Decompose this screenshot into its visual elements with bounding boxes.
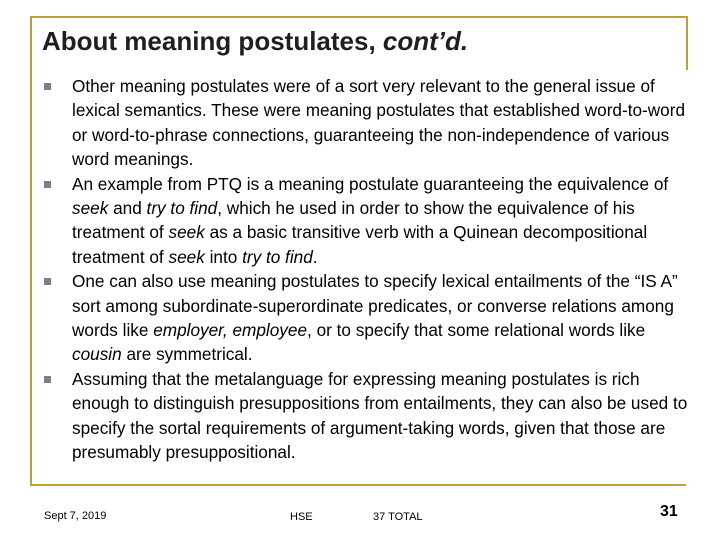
italic-term: employer, employee <box>153 320 308 341</box>
bullet-text: , which he used in order to show the equivalence of his treatment of <box>72 198 635 243</box>
bullet-text: as a basic transitive verb with a Quinean decompositional treatment of <box>72 222 648 267</box>
footer-date: Sept 7, 2019 <box>44 510 107 522</box>
italic-term: seek <box>72 198 109 219</box>
bullet-text: are symmetrical. <box>121 344 253 365</box>
footer-total: 37 TOTAL <box>373 511 423 523</box>
title-subtitle: cont’d. <box>382 26 469 56</box>
bullet-list <box>42 74 692 465</box>
italic-term: seek <box>168 222 205 243</box>
bullet-text: , or to specify that some relational words like <box>307 320 646 341</box>
bullet-item <box>42 269 692 367</box>
bottom-rule <box>30 484 686 486</box>
italic-term: try to find <box>242 246 313 267</box>
bullet-text: An example from PTQ is a meaning postulate guaranteeing the equivalence of <box>72 173 669 194</box>
left-rule <box>30 16 32 486</box>
slide-title <box>42 26 468 57</box>
square-bullet-icon <box>44 181 51 188</box>
square-bullet-icon <box>44 376 51 383</box>
bullet-text: One can also use meaning postulates to specify lexical entailments of the “IS A” sort among subordinate-superordinate predicates, or converse relations among words like <box>72 271 678 341</box>
bullet-item <box>42 74 692 172</box>
square-bullet-icon <box>44 83 51 90</box>
bullet-text: into <box>204 246 243 267</box>
italic-term: seek <box>168 246 205 267</box>
bullet-text: . <box>312 246 318 267</box>
italic-term: cousin <box>72 344 122 365</box>
page-number: 31 <box>660 503 678 520</box>
bullet-text: and <box>108 198 147 219</box>
bullet-item <box>42 172 692 270</box>
square-bullet-icon <box>44 278 51 285</box>
footer-center-text: HSE <box>290 511 313 523</box>
title-main: About meaning postulates, <box>42 26 376 56</box>
bullet-item <box>42 367 692 465</box>
bullet-text: Other meaning postulates were of a sort very relevant to the general issue of lexical semantics. These were meaning postulates that established word-to-word or word-to-phrase connections, guaranteeing the non-independence of various word meanings. <box>72 76 686 170</box>
italic-term: try to find <box>146 198 218 219</box>
bullet-text: Assuming that the metalanguage for expressing meaning postulates is rich enough to distinguish presuppositions from entailments, they can also be used to specify the sortal requirements of argument-taking words, given that those are presumably presuppositional. <box>72 368 688 463</box>
